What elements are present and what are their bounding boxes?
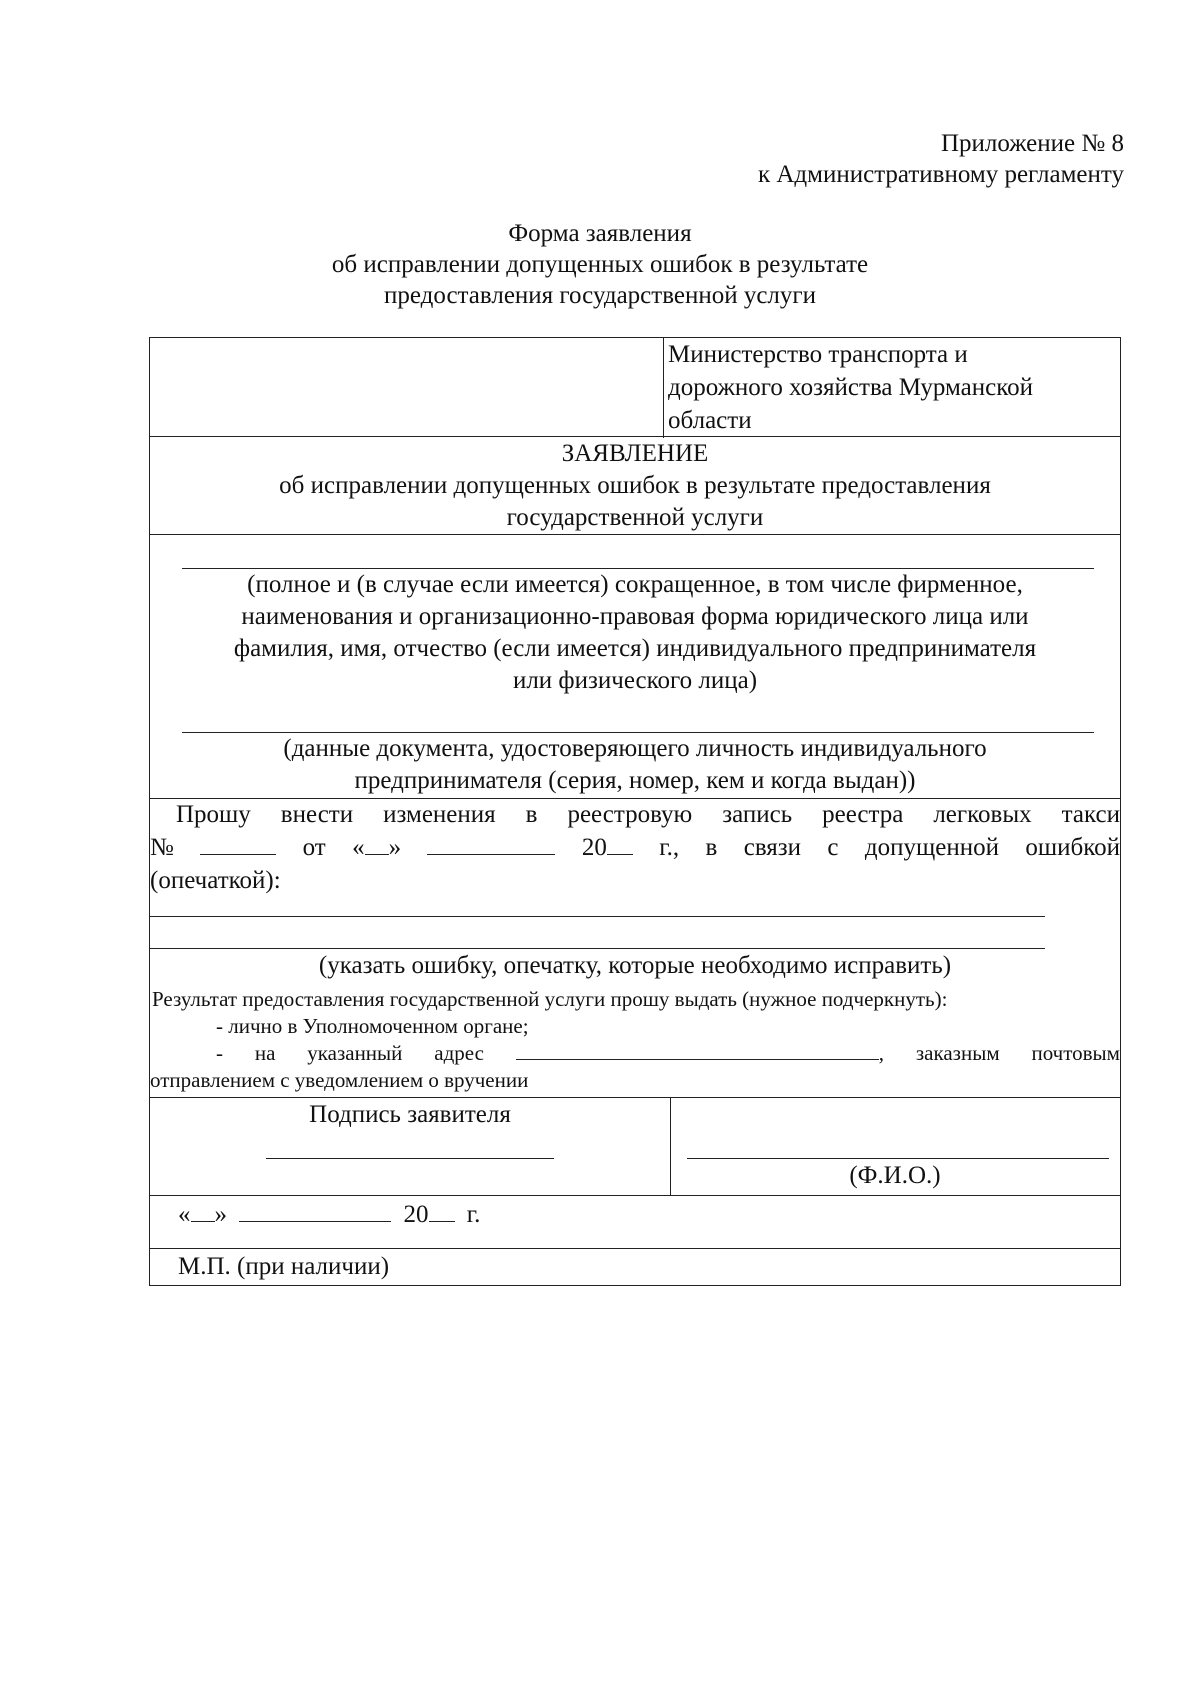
fio-caption: (Ф.И.О.)	[849, 1162, 941, 1189]
row-divider	[150, 1248, 1120, 1249]
request-word: связи	[743, 834, 802, 861]
statement-subtitle: об исправлении допущенных ошибок в результате предоставления	[279, 472, 991, 499]
addressee	[668, 338, 1033, 437]
date-row	[178, 1199, 480, 1231]
registry-number-field[interactable]	[200, 832, 276, 855]
form-title-line: Форма заявления	[508, 220, 692, 247]
number-label: №	[150, 834, 174, 861]
caption-line: или физического лица)	[512, 667, 758, 694]
delivery-option-in-person[interactable]: - лично в Уполномоченном органе;	[216, 1014, 529, 1038]
statement-heading	[150, 438, 1120, 534]
date-day-field[interactable]: « »	[178, 1201, 227, 1228]
form-title	[0, 218, 1200, 311]
addressee-line: области	[668, 407, 752, 434]
request-word: в	[525, 801, 538, 828]
date-month-field[interactable]	[239, 1199, 391, 1222]
document-caption	[150, 733, 1120, 797]
day-field[interactable]: « »	[352, 834, 402, 861]
request-registry-line	[150, 832, 1120, 864]
request-word: изменения	[383, 801, 496, 828]
row-divider	[150, 1195, 1120, 1196]
caption-line: предпринимателя (серия, номер, кем и когда выдан))	[354, 767, 916, 794]
error-caption: (указать ошибку, опечатку, которые необходимо исправить)	[318, 952, 952, 979]
month-field[interactable]	[427, 832, 555, 855]
request-word: запись	[722, 801, 793, 828]
request-word: в	[705, 834, 718, 861]
delivery-option-mail[interactable]: - на указанный адрес , заказным почтовым	[216, 1041, 1120, 1065]
delivery-option-mail-cont: отправлением с уведомлением о вручении	[150, 1068, 529, 1092]
row-divider	[150, 534, 1120, 535]
year-field[interactable]: 20	[582, 832, 633, 864]
stamp-label: М.П. (при наличии)	[178, 1253, 390, 1280]
request-word: реестровую	[567, 801, 693, 828]
caption-line: наименования и организационно-правовая форма юридического лица или	[241, 603, 1029, 630]
fio-field[interactable]	[687, 1158, 1109, 1159]
addressee-divider	[663, 338, 664, 438]
row-divider	[150, 436, 1120, 437]
appendix-reference: к Административному регламенту	[757, 161, 1124, 188]
caption-line: фамилия, имя, отчество (если имеется) индивидуального предпринимателя	[233, 635, 1037, 662]
caption-line: (данные документа, удостоверяющего личность индивидуального	[283, 735, 987, 762]
row-divider	[150, 1097, 1120, 1098]
appendix-number: Приложение № 8	[940, 130, 1124, 157]
application-form-table	[149, 337, 1121, 1286]
form-title-line: об исправлении допущенных ошибок в результате	[331, 251, 869, 278]
request-word: допущенной	[864, 834, 999, 861]
request-word: Прошу	[176, 801, 251, 828]
signature-field[interactable]	[266, 1158, 554, 1159]
addressee-line: Министерство транспорта и	[668, 341, 968, 368]
mail-address-field[interactable]	[516, 1041, 879, 1060]
request-word: ошибкой	[1025, 834, 1120, 861]
date-year-field[interactable]: 20	[404, 1201, 455, 1228]
request-paragraph	[176, 799, 1120, 831]
addressee-line: дорожного хозяйства Мурманской	[668, 374, 1033, 401]
error-description-field[interactable]	[150, 948, 1045, 949]
applicant-caption	[150, 569, 1120, 697]
request-word: реестра	[822, 801, 904, 828]
from-label: от	[302, 834, 326, 861]
error-description-field[interactable]	[150, 916, 1045, 917]
request-line: (опечаткой):	[150, 867, 281, 894]
request-word: г.,	[659, 834, 680, 861]
caption-line: (полное и (в случае если имеется) сокращенное, в том числе фирменное,	[247, 571, 1023, 598]
statement-subtitle: государственной услуги	[506, 504, 764, 531]
request-word: такси	[1061, 801, 1120, 828]
request-word: внести	[280, 801, 354, 828]
year-suffix: г.	[466, 1201, 481, 1228]
request-word: с	[827, 834, 839, 861]
form-title-line: предоставления государственной услуги	[383, 282, 817, 309]
signature-label: Подпись заявителя	[309, 1101, 511, 1128]
result-delivery-text: Результат предоставления государственной услуги прошу выдать (нужное подчеркнуть):	[152, 987, 948, 1011]
statement-title: ЗАЯВЛЕНИЕ	[561, 440, 709, 467]
appendix-header	[758, 128, 1124, 190]
option-dash: -	[216, 1041, 223, 1065]
request-line	[176, 799, 1120, 831]
request-word: легковых	[933, 801, 1032, 828]
